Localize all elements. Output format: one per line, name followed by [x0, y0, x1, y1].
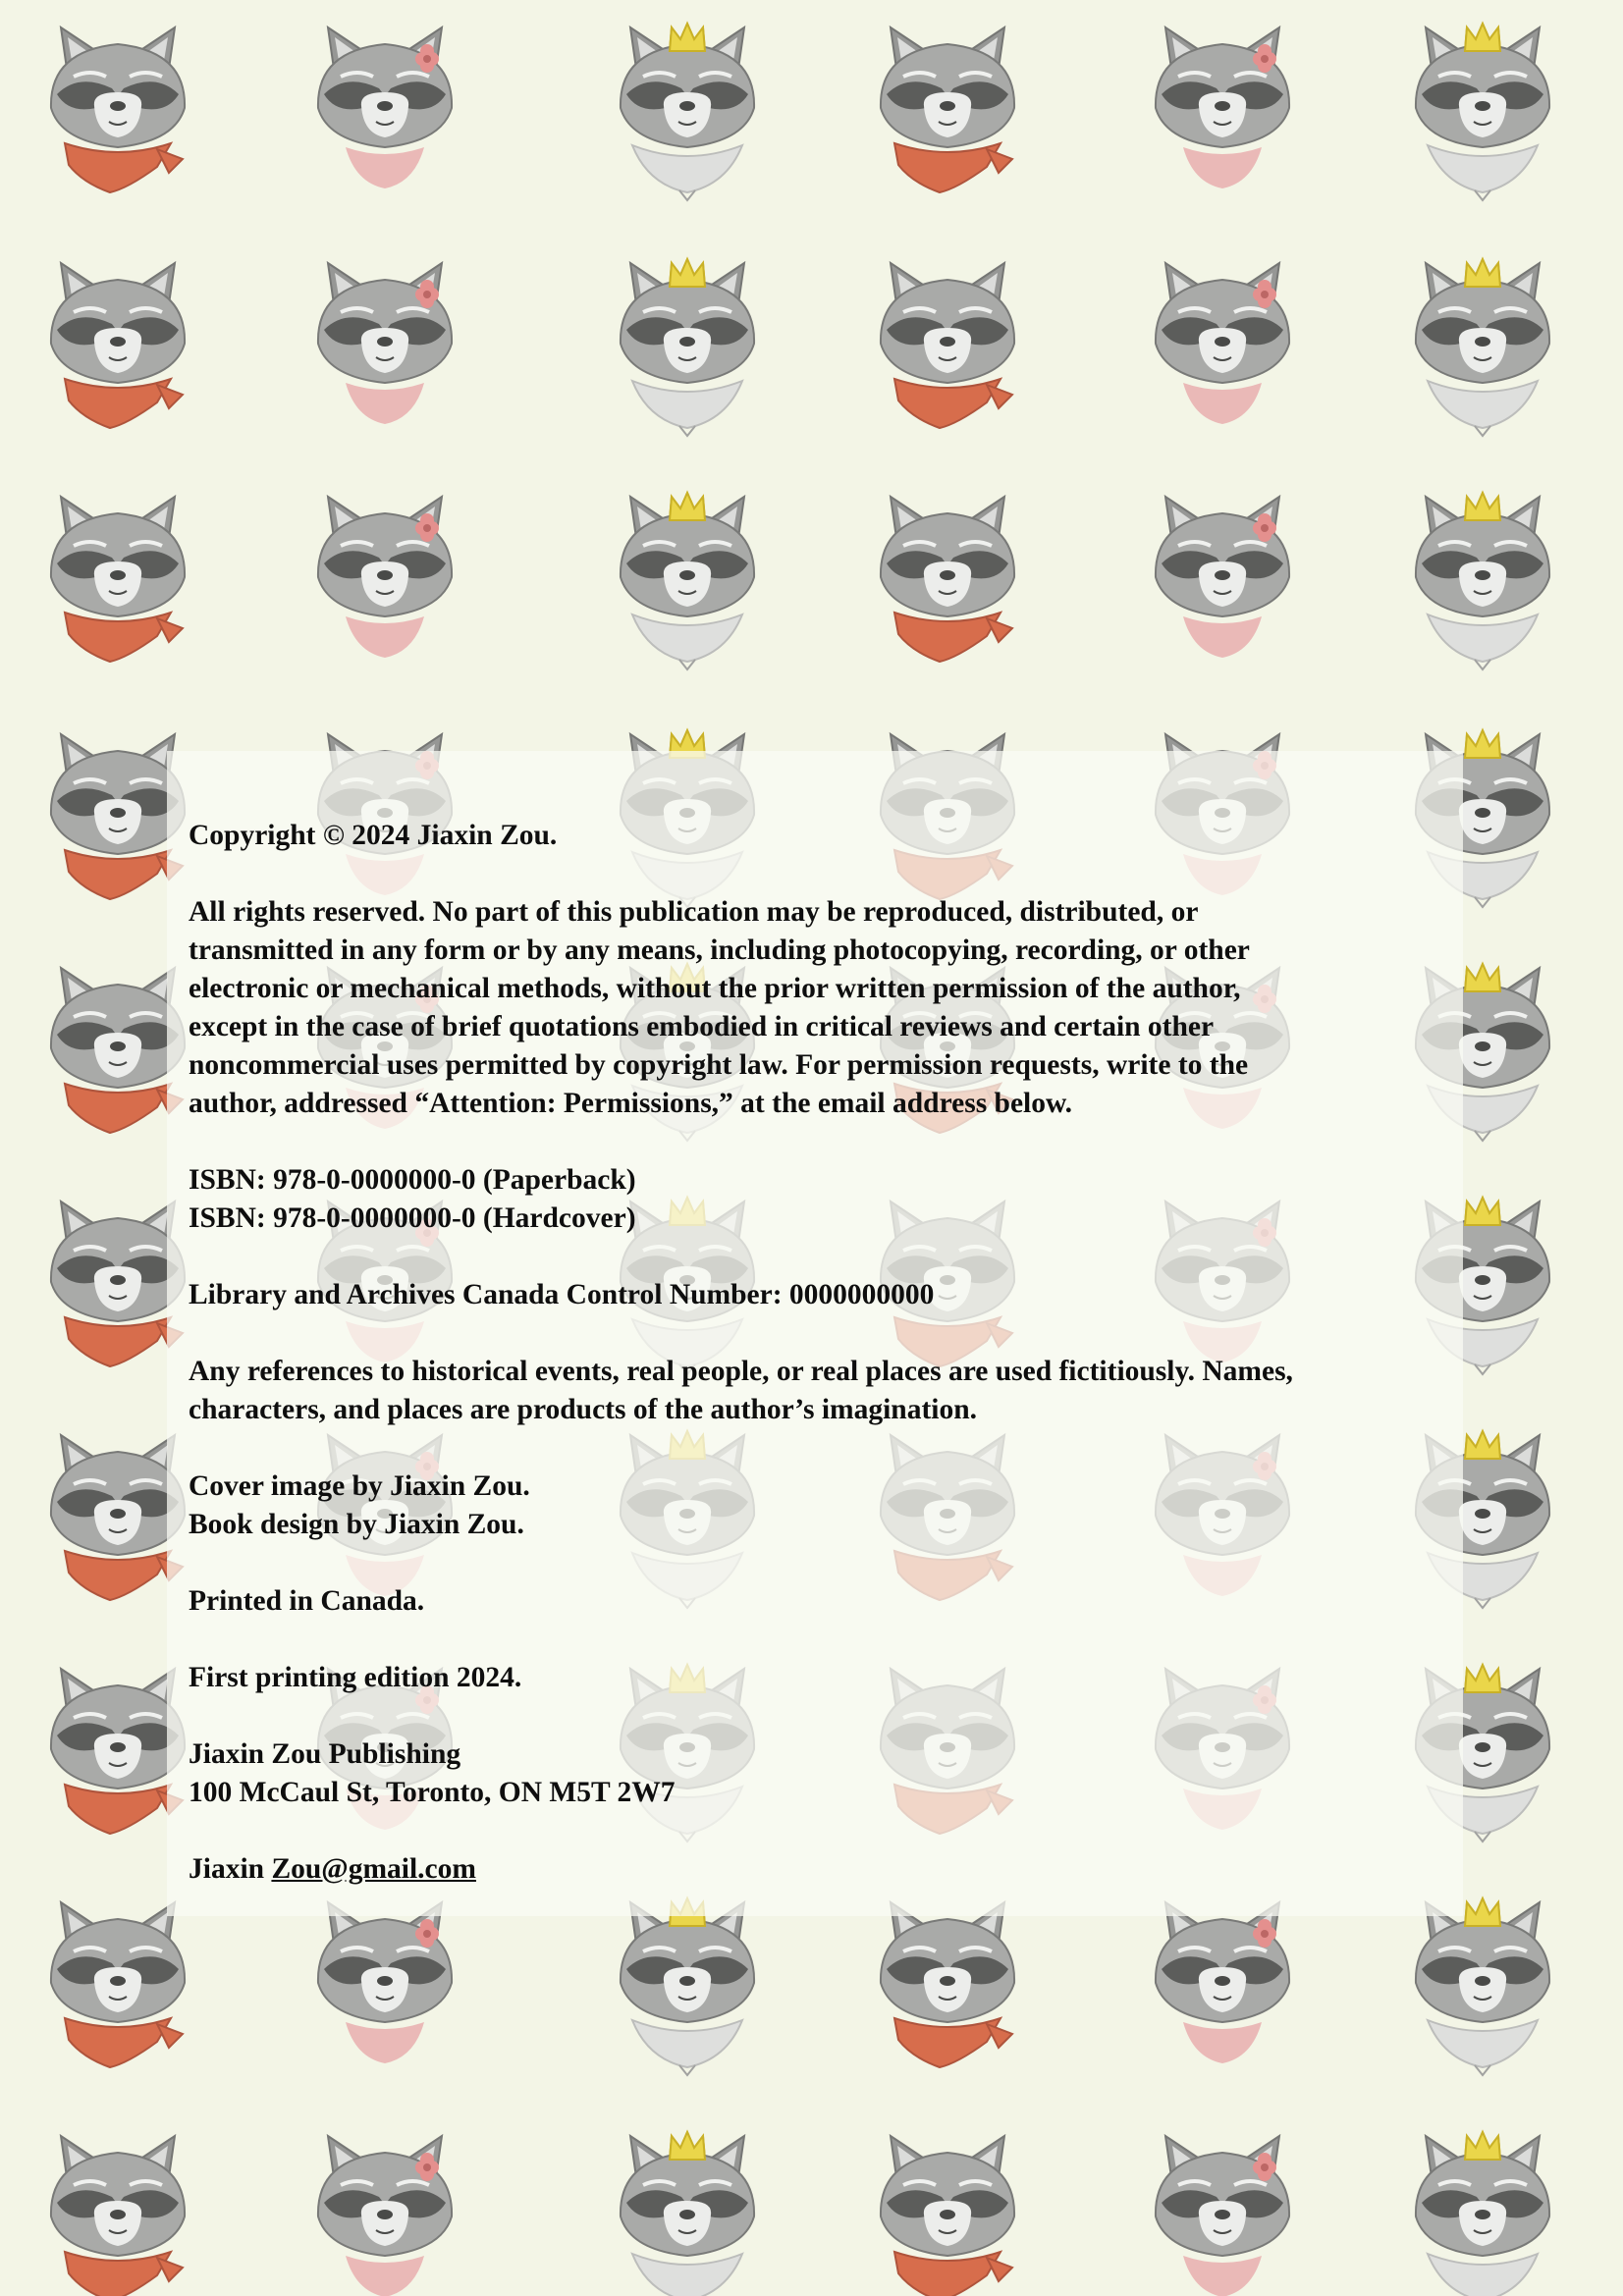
raccoon-crown-icon	[621, 24, 754, 200]
raccoon-crown-icon	[621, 259, 754, 436]
raccoon-red-bandana-icon	[51, 968, 185, 1133]
rights-line: author, addressed “Attention: Permissions,” at the email address below.	[189, 1088, 1073, 1119]
contact-email	[189, 1850, 1455, 1889]
copyright-notice: Copyright © 2024 Jiaxin Zou.	[189, 820, 558, 851]
raccoon-red-bandana-icon	[881, 1902, 1014, 2067]
raccoon-pink-flower-icon	[1156, 2136, 1289, 2296]
cover-credit: Cover image by Jiaxin Zou.	[189, 1470, 530, 1502]
raccoon-pink-flower-icon	[1156, 497, 1289, 658]
control-number: Library and Archives Canada Control Number: 0000000000	[189, 1279, 935, 1310]
raccoon-crown-icon	[1416, 493, 1549, 669]
raccoon-red-bandana-icon	[881, 497, 1014, 662]
publisher-address: 100 McCaul St, Toronto, ON M5T 2W7	[189, 1777, 676, 1808]
rights-line: except in the case of brief quotations embodied in critical reviews and certain other	[189, 1011, 1215, 1042]
raccoon-crown-icon	[1416, 259, 1549, 436]
email-prefix: Jiaxin	[189, 1853, 272, 1885]
email-link[interactable]: Zou@gmail.com	[271, 1853, 476, 1885]
raccoon-red-bandana-icon	[51, 497, 185, 662]
rights-line: All rights reserved. No part of this publication may be reproduced, distributed, or	[189, 896, 1199, 928]
raccoon-red-bandana-icon	[51, 27, 185, 192]
raccoon-pink-flower-icon	[318, 2136, 452, 2296]
rights-line: noncommercial uses permitted by copyright law. For permission requests, write to the	[189, 1049, 1249, 1081]
raccoon-crown-icon	[1416, 24, 1549, 200]
raccoon-crown-icon	[1416, 2132, 1549, 2296]
raccoon-pink-flower-icon	[318, 497, 452, 658]
raccoon-red-bandana-icon	[51, 1435, 185, 1600]
rights-line: electronic or mechanical methods, without the prior written permission of the author,	[189, 973, 1241, 1004]
raccoon-red-bandana-icon	[51, 263, 185, 428]
raccoon-red-bandana-icon	[51, 1201, 185, 1366]
raccoon-pink-flower-icon	[318, 27, 452, 188]
raccoon-red-bandana-icon	[881, 263, 1014, 428]
isbn-paperback: ISBN: 978-0-0000000-0 (Paperback)	[189, 1164, 636, 1196]
raccoon-red-bandana-icon	[881, 27, 1014, 192]
raccoon-red-bandana-icon	[51, 734, 185, 899]
rights-paragraph	[189, 893, 1455, 1123]
raccoon-crown-icon	[621, 493, 754, 669]
disclaimer-paragraph	[189, 1353, 1455, 1429]
raccoon-red-bandana-icon	[51, 1669, 185, 1834]
raccoon-crown-icon	[621, 2132, 754, 2296]
raccoon-red-bandana-icon	[51, 2136, 185, 2296]
edition-notice: First printing edition 2024.	[189, 1662, 522, 1693]
raccoon-pink-flower-icon	[1156, 263, 1289, 424]
raccoon-pink-flower-icon	[1156, 27, 1289, 188]
publisher-name: Jiaxin Zou Publishing	[189, 1738, 461, 1770]
printed-in: Printed in Canada.	[189, 1585, 425, 1617]
copyright-text-block	[189, 817, 1455, 1927]
rights-line: transmitted in any form or by any means, including photocopying, recording, or other	[189, 934, 1250, 966]
raccoon-pink-flower-icon	[318, 263, 452, 424]
isbn-hardcover: ISBN: 978-0-0000000-0 (Hardcover)	[189, 1202, 636, 1234]
design-credit: Book design by Jiaxin Zou.	[189, 1509, 524, 1540]
disclaimer-line: characters, and places are products of the author’s imagination.	[189, 1394, 978, 1425]
raccoon-red-bandana-icon	[51, 1902, 185, 2067]
disclaimer-line: Any references to historical events, real people, or real places are used fictitiously. Names,	[189, 1356, 1293, 1387]
raccoon-red-bandana-icon	[881, 2136, 1014, 2296]
